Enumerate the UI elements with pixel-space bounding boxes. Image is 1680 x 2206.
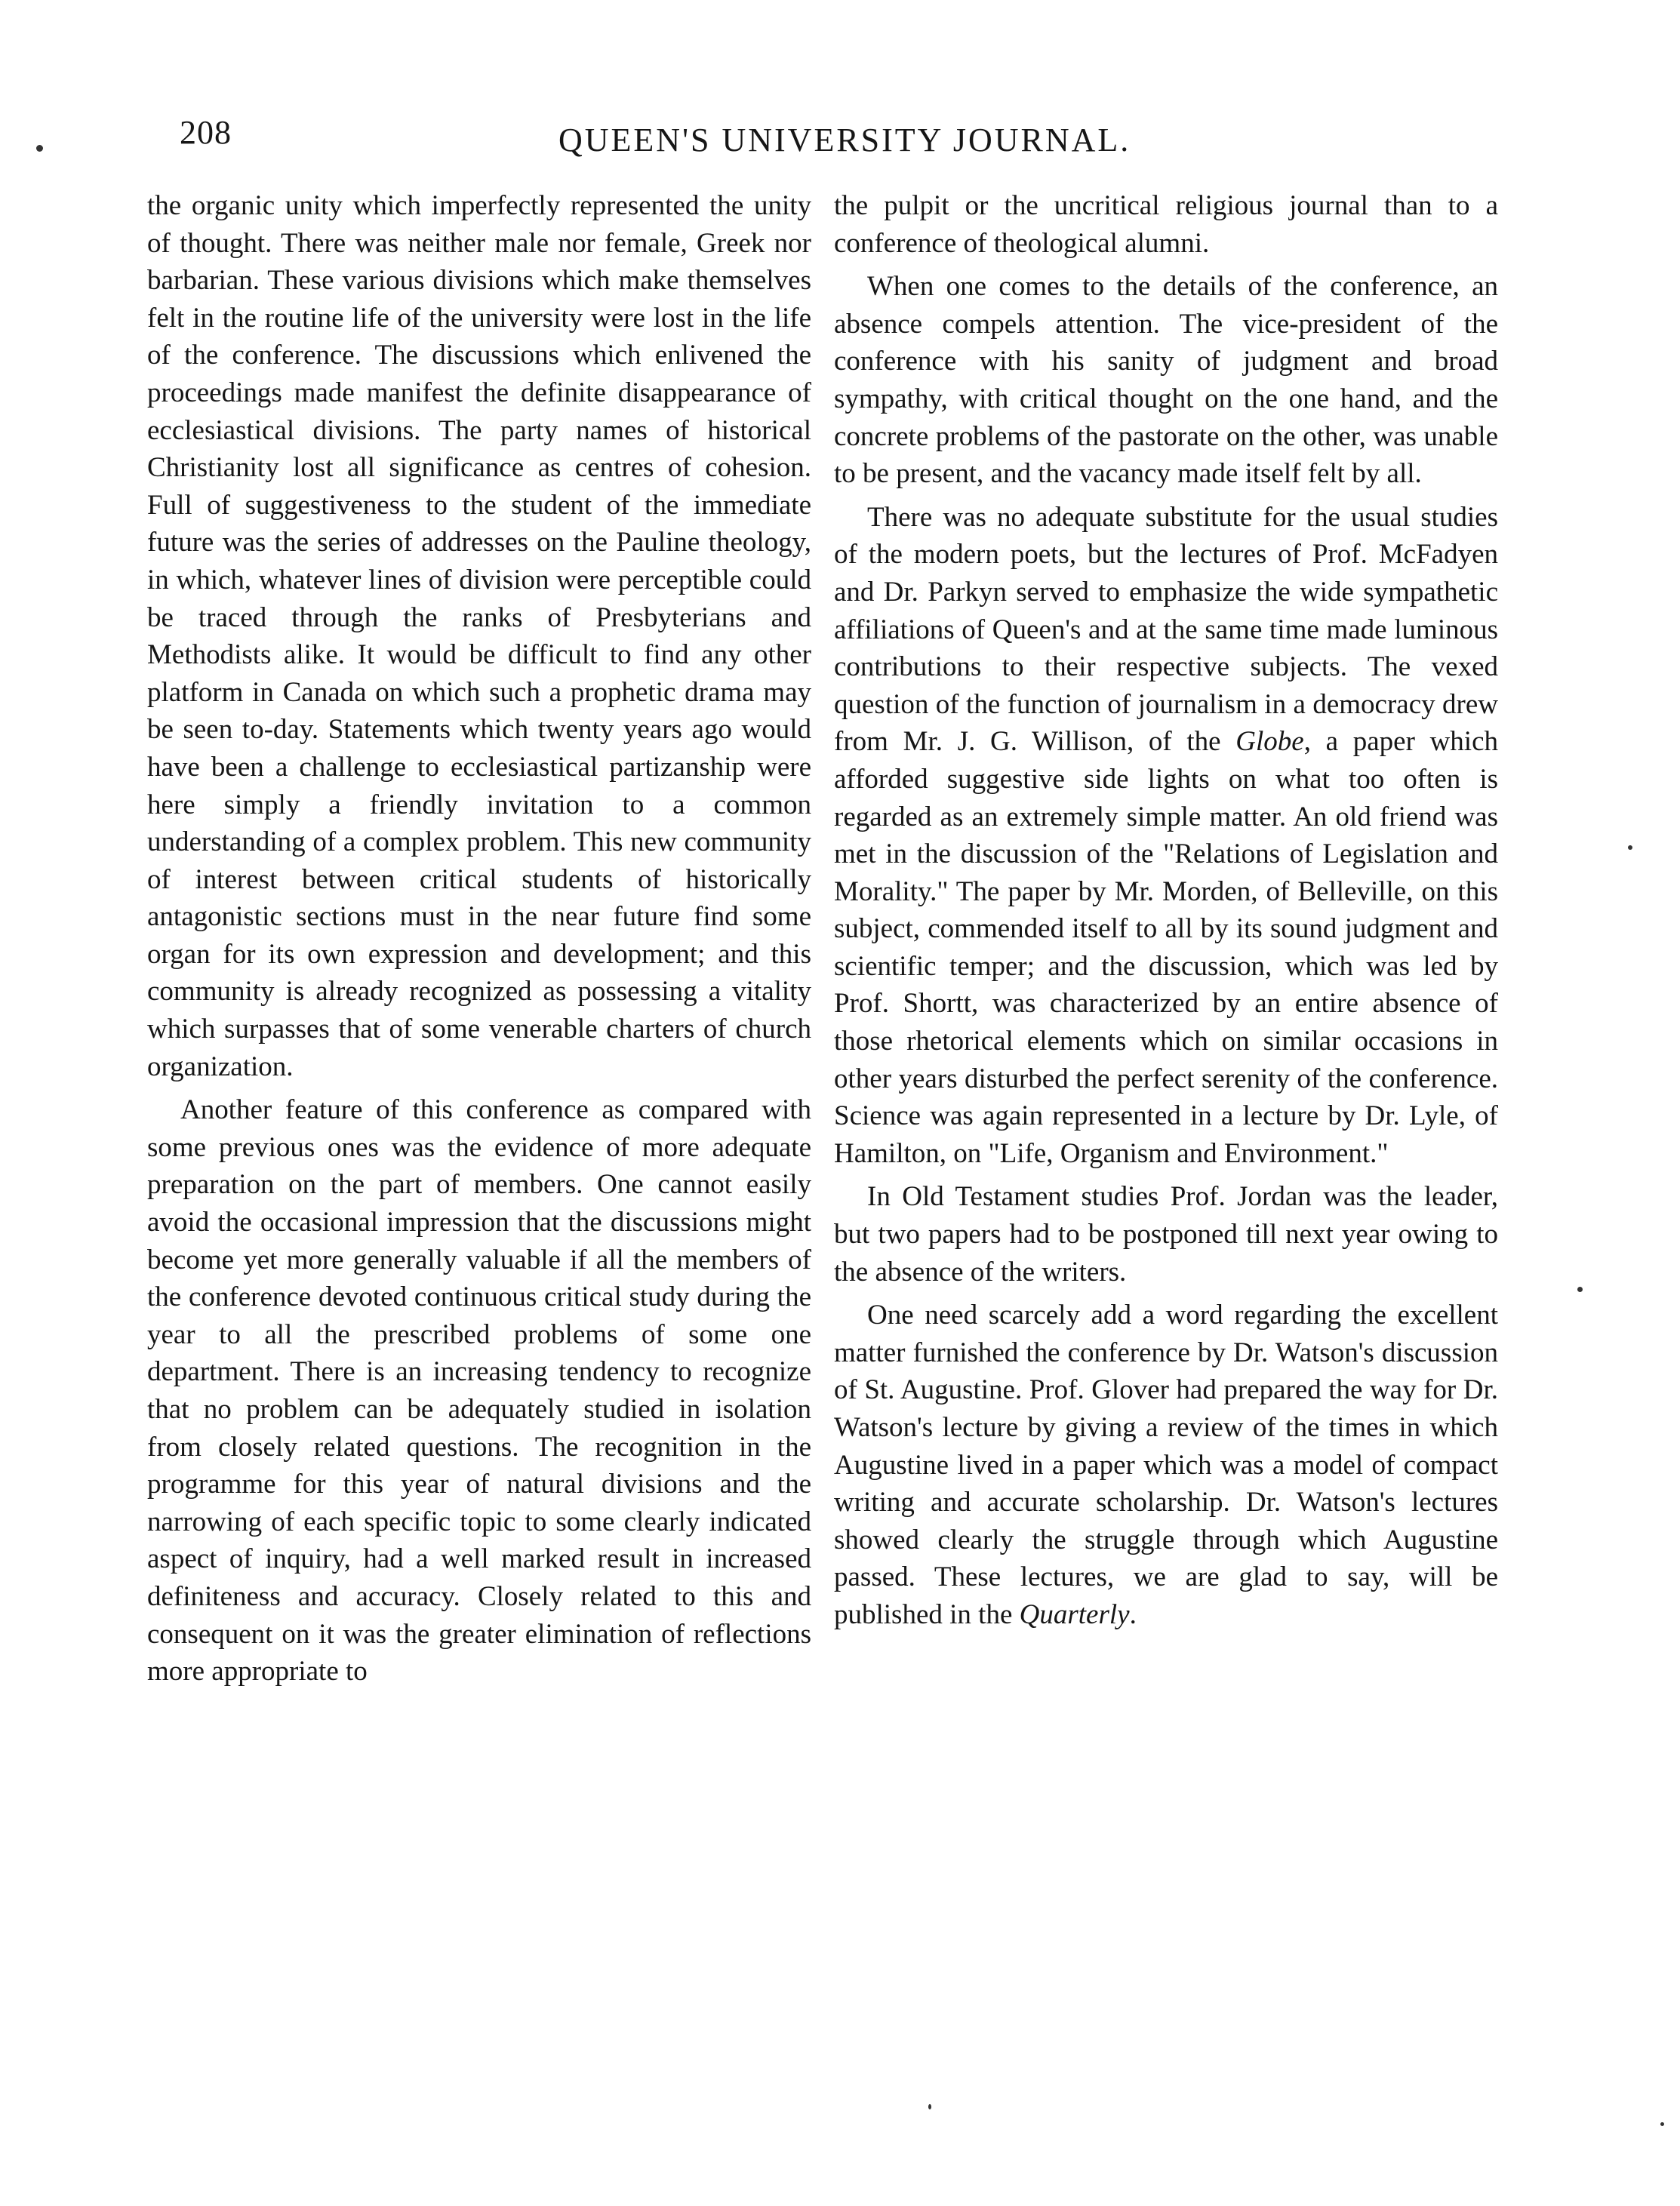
left-paragraph-1: the organic unity which imperfectly represented the unity of thought. There was neither male nor female, Greek nor barbarian. These various divisions which make themselves felt in the routine life of the university were lost in the life of the conference. The discussions which enlivened the proceedings made manifest the definite disappearance of ecclesiastical divisions. The party names of historical Christianity lost all significance as centres of cohesion. Full of suggestiveness to the student of the immediate future was the series of addresses on the Pauline theology, in which, whatever lines of division were perceptible could be traced through the ranks of Presbyterians and Methodists alike. It would be difficult to find any other platform in Canada on which such a prophetic drama may be seen to-day. Statements which twenty years ago would have been a challenge to ecclesiastical partizanship were here simply a friendly invitation to a common understanding of a complex problem. This new community of interest between critical students of historically antagonistic sections must in the near future find some organ for its own expression and development; and this community is already recognized as possessing a vitality which surpasses that of some venerable charters of church organization. <box>147 190 811 1082</box>
right-paragraph-3 <box>834 499 1498 1173</box>
scan-speck <box>1628 845 1632 850</box>
scan-speck <box>1660 2122 1664 2126</box>
scan-speck <box>1577 1287 1583 1292</box>
scan-speck <box>928 2104 931 2109</box>
globe-italic: Globe <box>1235 726 1304 758</box>
right-paragraph-5-text-b: . <box>1129 1598 1137 1630</box>
left-paragraph-2: Another feature of this conference as compared with some previous ones was the evidence of more adequate preparation on the part of members. One cannot easily avoid the occasional impression that the discussions might become yet more generally valuable if all the members of the conference devoted continuous critical study during the year to all the prescribed problems of some one department. There is an increasing tendency to recognize that no problem can be adequately studied in isolation from closely related questions. The recognition in the programme for this year of natural divisions and the narrowing of each specific topic to some clearly indicated aspect of inquiry, had a well marked result in increased definiteness and accuracy. Closely related to this and consequent on it was the greater elimination of reflections more appropriate to <box>147 1094 811 1688</box>
right-paragraph-3-text-b: , a paper which afforded suggestive side lights on what too often is regarded as an extremely simple matter. An old friend was met in the discussion of the "Relations of Legislation and Morality." The paper by Mr. Morden, of Belleville, on this subject, commended itself to all by its sound judgment and scientific temper; and the discussion, which was led by Prof. Shortt, was characterized by an entire absence of those rhetorical elements which on similar occasions in other years disturbed the perfect serenity of the conference. Science was again represented in a lecture by Dr. Lyle, of Hamilton, on "Life, Organism and Environment." <box>834 726 1498 1169</box>
right-paragraph-2: When one comes to the details of the conference, an absence compels attention. The vice-president of the conference with his sanity of judgment and broad sympathy, with critical thought on the one hand, and the concrete problems of the pastorate on the other, was unable to be present, and the vacancy made itself felt by all. <box>834 271 1498 490</box>
right-paragraph-5-text-a: One need scarcely add a word regarding the excellent matter furnished the conference by Dr. Watson's discussion of St. Augustine. Prof. Glover had prepared the way for Dr. Watson's lecture by giving a review of the times in which Augustine lived in a paper which was a model of compact writing and accurate scholarship. Dr. Watson's lectures showed clearly the struggle through which Augustine passed. These lectures, we are glad to say, will be published in the <box>834 1300 1498 1630</box>
right-paragraph-1: the pulpit or the uncritical religious journal than to a conference of theological alumni. <box>834 190 1498 259</box>
page-number: 208 <box>180 114 232 151</box>
right-paragraph-5 <box>834 1297 1498 1633</box>
scan-speck <box>36 145 43 152</box>
right-paragraph-3-text-a: There was no adequate substitute for the usual studies of the modern poets, but the lectures of Prof. McFadyen and Dr. Parkyn served to emphasize the wide sympathetic affiliations of Queen's and at the same time made luminous contributions to their respective subjects. The vexed question of the function of journalism in a democracy drew from Mr. J. G. Willison, of the <box>834 501 1498 758</box>
running-head: QUEEN'S UNIVERSITY JOURNAL. <box>558 122 1131 158</box>
quarterly-italic: Quarterly <box>1019 1598 1130 1630</box>
right-paragraph-4: In Old Testament studies Prof. Jordan was the leader, but two papers had to be postponed till next year owing to the absence of the writers. <box>834 1181 1498 1288</box>
right-column <box>834 187 1498 1640</box>
left-column <box>147 187 811 1697</box>
